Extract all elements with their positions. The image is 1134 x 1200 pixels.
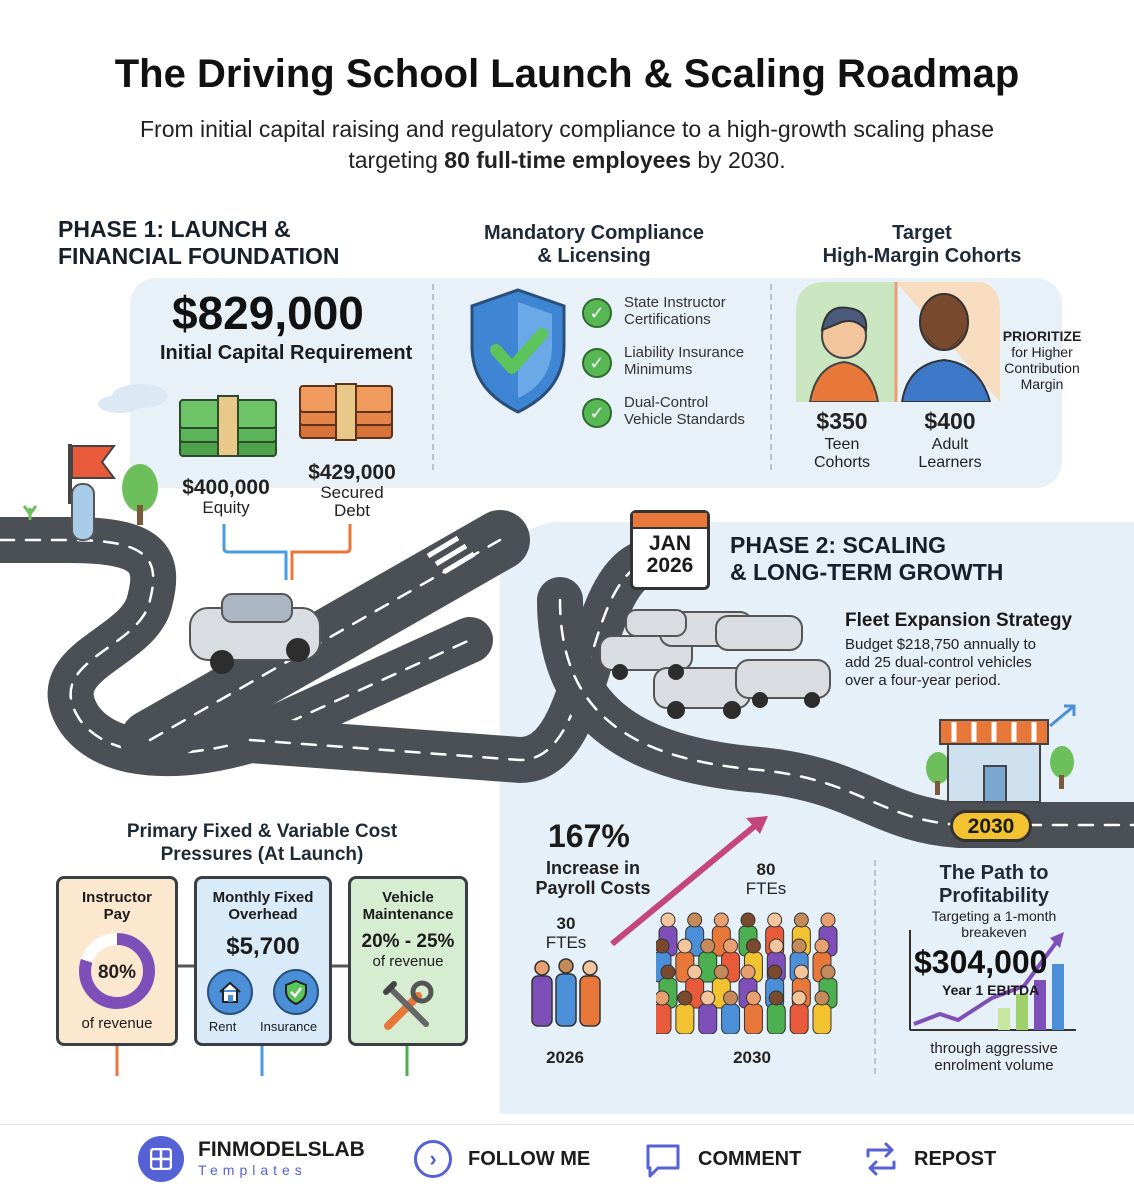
fleet-description: Budget $218,750 annually to add 25 dual-control vehicles over a four-year period. <box>845 636 1036 689</box>
person-head <box>746 991 760 1005</box>
person-head <box>792 939 806 953</box>
person-head <box>746 939 760 953</box>
debt-amount: $429,000 <box>308 461 396 484</box>
person-head <box>661 913 675 927</box>
cohorts-heading: Target High-Margin Cohorts <box>822 222 1022 267</box>
vehicle-maintenance-card: Vehicle Maintenance 20% - 25% of revenue <box>348 876 468 1046</box>
page-subtitle: From initial capital raising and regulatory compliance to a high-growth scaling phase targeting 80 full-time employees by 2030. <box>140 116 994 173</box>
person-head <box>688 913 702 927</box>
house-icon <box>207 969 253 1015</box>
instructor-pay-donut <box>75 929 159 1013</box>
people-group-small <box>526 956 606 1030</box>
person-head <box>701 939 715 953</box>
person-head <box>821 965 835 979</box>
milestone-2030-badge: 2030 <box>950 810 1032 842</box>
compliance-item: ✓ State Instructor Certifications <box>582 294 768 344</box>
adult-label: Adult Learners <box>918 436 982 471</box>
person-head <box>724 939 738 953</box>
calendar-icon: JAN 2026 <box>630 510 710 590</box>
person-head <box>769 939 783 953</box>
person-body <box>656 1004 671 1034</box>
person-head <box>794 965 808 979</box>
person-body <box>813 1004 831 1034</box>
person-head <box>821 913 835 927</box>
page-title: The Driving School Launch & Scaling Roadmap <box>114 52 1020 96</box>
teen-price: $350 <box>816 408 868 434</box>
profit-heading: The Path to Profitability <box>938 862 1049 907</box>
debt-label: Secured Debt <box>320 483 384 520</box>
capital-label: Initial Capital Requirement <box>160 342 413 364</box>
payroll-start-year: 2026 <box>546 1048 584 1067</box>
follow-me-label: FOLLOW ME <box>468 1147 591 1170</box>
person-head <box>656 939 669 953</box>
brand-name: FINMODELSLAB <box>198 1138 365 1161</box>
brand-sub: Templates <box>198 1162 307 1178</box>
person-head <box>815 939 829 953</box>
chevron-right-icon: › <box>414 1140 452 1178</box>
divider-1 <box>432 284 434 470</box>
person-body <box>676 1004 694 1034</box>
equity-amount: $400,000 <box>182 476 270 499</box>
costs-heading: Primary Fixed & Variable Cost Pressures (At Launch) <box>126 821 398 865</box>
payroll-end-year: 2030 <box>733 1048 771 1067</box>
person-body <box>767 1004 785 1034</box>
compliance-heading: Mandatory Compliance & Licensing <box>483 222 705 267</box>
profit-footnote: through aggressive enrolment volume <box>930 1040 1058 1074</box>
check-icon: ✓ <box>582 348 612 378</box>
shield-icon <box>273 969 319 1015</box>
cohorts-avatars <box>796 282 1000 407</box>
person-head <box>741 913 755 927</box>
payroll-end-count: 80 FTEs <box>745 860 787 898</box>
phase1-heading: PHASE 1: LAUNCH & FINANCIAL FOUNDATION <box>58 216 340 269</box>
payroll-label: Increase in Payroll Costs <box>535 858 651 898</box>
check-icon: ✓ <box>582 398 612 428</box>
person-head <box>688 965 702 979</box>
payroll-pct: 167% <box>548 818 630 854</box>
person-head <box>714 913 728 927</box>
profit-sub: Targeting a 1-month breakeven <box>931 908 1057 940</box>
person-body <box>744 1004 762 1034</box>
flag-icon <box>62 440 122 544</box>
compliance-list <box>582 294 768 444</box>
repost-icon <box>862 1140 900 1178</box>
wrench-icon <box>380 978 436 1034</box>
profit-chart-icon <box>900 926 1080 1036</box>
person-head <box>815 991 829 1005</box>
compliance-item: ✓ Liability Insurance Minimums <box>582 344 768 394</box>
fleet-title: Fleet Expansion Strategy <box>845 610 1073 631</box>
teen-label: Teen Cohorts <box>813 436 871 471</box>
footer-divider <box>0 1124 1134 1125</box>
instructor-pay-card: Instructor Pay 80% of revenue <box>56 876 178 1046</box>
comment-button[interactable] <box>644 1138 801 1180</box>
comment-icon <box>644 1140 682 1178</box>
repost-label: REPOST <box>914 1147 997 1170</box>
follow-me-button[interactable] <box>414 1138 590 1180</box>
person-body <box>790 1004 808 1034</box>
divider-2 <box>770 284 772 470</box>
equity-money-icon <box>176 392 282 467</box>
grid-logo-icon <box>138 1136 184 1182</box>
equity-label: Equity <box>202 498 250 517</box>
overhead-card: Monthly Fixed Overhead $5,700 Rent Insurance <box>194 876 332 1046</box>
divider-3 <box>874 860 876 1074</box>
person-body <box>699 1004 717 1034</box>
debt-money-icon <box>296 382 398 451</box>
brand-logo[interactable] <box>138 1136 368 1182</box>
person-head <box>741 965 755 979</box>
person-head <box>714 965 728 979</box>
repost-button[interactable] <box>862 1138 996 1180</box>
comment-label: COMMENT <box>698 1147 802 1170</box>
person-head <box>792 991 806 1005</box>
shield-check-icon <box>466 286 570 421</box>
adult-price: $400 <box>924 408 976 434</box>
svg-text:80%: 80% <box>97 962 137 983</box>
person-body <box>722 1004 740 1034</box>
payroll-start-count: 30 FTEs <box>545 914 587 952</box>
person-head <box>701 991 715 1005</box>
person-head <box>678 939 692 953</box>
phase2-heading: PHASE 2: SCALING & LONG-TERM GROWTH <box>730 532 1004 585</box>
person-head <box>794 913 808 927</box>
prioritize-note: PRIORITIZE for Higher Contribution Margin <box>1002 328 1082 392</box>
people-group-large <box>656 906 840 1034</box>
person-head <box>768 913 782 927</box>
person-body <box>699 952 717 982</box>
person-head <box>678 991 692 1005</box>
capital-amount: $829,000 <box>172 287 364 339</box>
ebitda-label: Year 1 EBITDA <box>942 982 1040 998</box>
ebitda-amount: $304,000 <box>914 944 1048 980</box>
person-head <box>768 965 782 979</box>
compliance-item: ✓ Dual-Control Vehicle Standards <box>582 394 768 444</box>
person-head <box>769 991 783 1005</box>
person-head <box>724 991 738 1005</box>
person-head <box>661 965 675 979</box>
check-icon: ✓ <box>582 298 612 328</box>
person-head <box>656 991 669 1005</box>
